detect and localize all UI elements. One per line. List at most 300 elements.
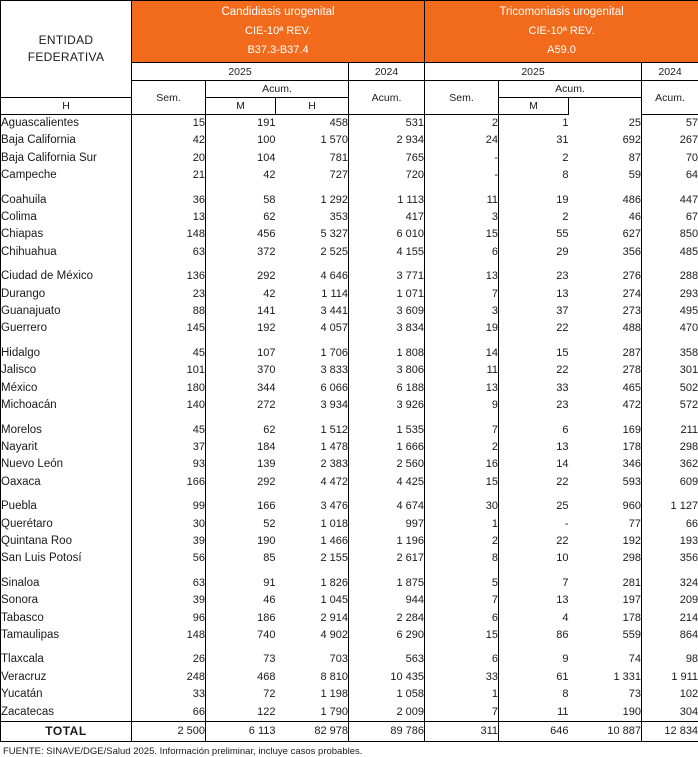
- disease-header-tricomoniasis: [425, 1, 698, 63]
- cell-tricomoniasis-acum-prev: 211: [642, 415, 698, 439]
- cell-tricomoniasis-h: 13: [499, 439, 569, 456]
- total-tricomoniasis-sem: 311: [425, 722, 499, 742]
- cell-tricomoniasis-sem: 13: [425, 261, 499, 285]
- cell-candidiasis-sem: 145: [132, 320, 206, 337]
- cell-candidiasis-sem: 20: [132, 150, 206, 167]
- cell-tricomoniasis-acum-prev: 209: [642, 592, 698, 609]
- cell-entity: Chiapas: [1, 226, 132, 243]
- cell-candidiasis-m: 2 383: [276, 456, 349, 473]
- disease-code: A59.0: [425, 41, 698, 60]
- cell-tricomoniasis-sem: 24: [425, 132, 499, 149]
- table-row: [1, 362, 698, 379]
- cell-candidiasis-h: 344: [206, 380, 276, 397]
- table-row: [1, 627, 698, 644]
- cell-tricomoniasis-acum-prev: 502: [642, 380, 698, 397]
- cell-tricomoniasis-acum-prev: 288: [642, 261, 698, 285]
- table-row: [1, 439, 698, 456]
- total-tricomoniasis-acum-prev: 12 834: [642, 722, 698, 742]
- cell-candidiasis-h: 62: [206, 415, 276, 439]
- cell-candidiasis-sem: 166: [132, 474, 206, 491]
- table-row: [1, 115, 698, 133]
- cell-candidiasis-sem: 56: [132, 550, 206, 567]
- cell-tricomoniasis-h: 22: [499, 474, 569, 491]
- disease-header-candidiasis: [132, 1, 425, 63]
- table-row: [1, 516, 698, 533]
- table-row: [1, 397, 698, 414]
- cell-tricomoniasis-m: 46: [569, 209, 642, 226]
- cell-tricomoniasis-m: 486: [569, 185, 642, 209]
- cell-candidiasis-h: 740: [206, 627, 276, 644]
- cell-candidiasis-h: 72: [206, 686, 276, 703]
- cell-candidiasis-sem: 13: [132, 209, 206, 226]
- cell-tricomoniasis-acum-prev: 304: [642, 704, 698, 722]
- cell-candidiasis-acum-prev: 4 674: [349, 491, 425, 515]
- cell-candidiasis-m: 1 018: [276, 516, 349, 533]
- cell-tricomoniasis-acum-prev: 298: [642, 439, 698, 456]
- cell-tricomoniasis-acum-prev: 193: [642, 533, 698, 550]
- col-candidiasis-h: H: [1, 98, 132, 115]
- cell-candidiasis-h: 122: [206, 704, 276, 722]
- cell-candidiasis-m: 4 646: [276, 261, 349, 285]
- cell-candidiasis-sem: 93: [132, 456, 206, 473]
- cell-entity: México: [1, 380, 132, 397]
- cell-entity: Ciudad de México: [1, 261, 132, 285]
- cell-candidiasis-sem: 45: [132, 338, 206, 362]
- cell-candidiasis-m: 1 114: [276, 286, 349, 303]
- cell-candidiasis-h: 85: [206, 550, 276, 567]
- cell-candidiasis-m: 1 706: [276, 338, 349, 362]
- cell-tricomoniasis-acum-prev: 214: [642, 610, 698, 627]
- cell-candidiasis-m: 353: [276, 209, 349, 226]
- cell-tricomoniasis-m: 281: [569, 568, 642, 592]
- table-row: [1, 592, 698, 609]
- total-row: [1, 722, 698, 742]
- cell-candidiasis-h: 184: [206, 439, 276, 456]
- cell-tricomoniasis-sem: 19: [425, 320, 499, 337]
- cell-candidiasis-acum-prev: 1 666: [349, 439, 425, 456]
- cell-candidiasis-h: 192: [206, 320, 276, 337]
- cell-candidiasis-acum-prev: 1 875: [349, 568, 425, 592]
- cell-candidiasis-sem: 248: [132, 669, 206, 686]
- col-tricomoniasis-acum-prev: Acum.: [642, 81, 698, 115]
- cell-tricomoniasis-sem: 3: [425, 303, 499, 320]
- cell-candidiasis-sem: 23: [132, 286, 206, 303]
- cell-candidiasis-m: 703: [276, 644, 349, 668]
- disease-name: Candidiasis urogenital: [132, 3, 424, 22]
- cell-tricomoniasis-m: 346: [569, 456, 642, 473]
- cell-candidiasis-m: 1 826: [276, 568, 349, 592]
- col-tricomoniasis-sem: Sem.: [425, 81, 499, 115]
- cell-tricomoniasis-sem: 6: [425, 644, 499, 668]
- cell-candidiasis-acum-prev: 1 058: [349, 686, 425, 703]
- year-header-candidiasis-2025: 2025: [132, 63, 349, 81]
- cell-candidiasis-h: 272: [206, 397, 276, 414]
- cell-tricomoniasis-acum-prev: 609: [642, 474, 698, 491]
- cell-candidiasis-m: 727: [276, 167, 349, 184]
- cell-tricomoniasis-h: 22: [499, 533, 569, 550]
- cell-tricomoniasis-m: 59: [569, 167, 642, 184]
- cell-tricomoniasis-acum-prev: 572: [642, 397, 698, 414]
- cell-tricomoniasis-m: 192: [569, 533, 642, 550]
- total-candidiasis-sem: 2 500: [132, 722, 206, 742]
- col-candidiasis-m: M: [206, 98, 276, 115]
- cell-candidiasis-acum-prev: 3 609: [349, 303, 425, 320]
- cell-tricomoniasis-m: 465: [569, 380, 642, 397]
- total-candidiasis-m: 82 978: [276, 722, 349, 742]
- cell-entity: Coahuila: [1, 185, 132, 209]
- cell-candidiasis-sem: 36: [132, 185, 206, 209]
- col-candidiasis-acum-prev: Acum.: [349, 81, 425, 115]
- table-row: [1, 533, 698, 550]
- total-tricomoniasis-h: 646: [499, 722, 569, 742]
- cell-candidiasis-h: 46: [206, 592, 276, 609]
- header-row-disease: [1, 1, 698, 63]
- cell-tricomoniasis-m: 559: [569, 627, 642, 644]
- cell-candidiasis-m: 1 570: [276, 132, 349, 149]
- cell-candidiasis-m: 1 466: [276, 533, 349, 550]
- cell-entity: Quintana Roo: [1, 533, 132, 550]
- cell-tricomoniasis-sem: 1: [425, 686, 499, 703]
- cell-candidiasis-h: 166: [206, 491, 276, 515]
- cell-entity: Aguascalientes: [1, 115, 132, 133]
- cell-candidiasis-m: 1 198: [276, 686, 349, 703]
- cell-tricomoniasis-m: 178: [569, 439, 642, 456]
- cell-candidiasis-acum-prev: 1 113: [349, 185, 425, 209]
- table-row: [1, 261, 698, 285]
- cell-tricomoniasis-sem: 6: [425, 244, 499, 261]
- cell-tricomoniasis-m: 960: [569, 491, 642, 515]
- cell-candidiasis-sem: 30: [132, 516, 206, 533]
- cell-candidiasis-acum-prev: 3 771: [349, 261, 425, 285]
- cell-tricomoniasis-m: 273: [569, 303, 642, 320]
- cell-tricomoniasis-h: 33: [499, 380, 569, 397]
- cell-tricomoniasis-sem: 2: [425, 439, 499, 456]
- cell-candidiasis-acum-prev: 531: [349, 115, 425, 133]
- cell-candidiasis-m: 2 155: [276, 550, 349, 567]
- source-note: FUENTE: SINAVE/DGE/Salud 2025. Información preliminar, incluye casos probables.: [0, 742, 698, 757]
- cell-tricomoniasis-h: 7: [499, 568, 569, 592]
- cell-tricomoniasis-sem: 11: [425, 362, 499, 379]
- cell-candidiasis-m: 6 066: [276, 380, 349, 397]
- cell-tricomoniasis-m: 488: [569, 320, 642, 337]
- table-row: [1, 167, 698, 184]
- cell-candidiasis-h: 186: [206, 610, 276, 627]
- cell-tricomoniasis-h: 15: [499, 338, 569, 362]
- cell-entity: Guanajuato: [1, 303, 132, 320]
- cell-entity: Durango: [1, 286, 132, 303]
- table-row: [1, 704, 698, 722]
- cell-tricomoniasis-h: 2: [499, 150, 569, 167]
- cell-tricomoniasis-sem: 2: [425, 533, 499, 550]
- cell-entity: Morelos: [1, 415, 132, 439]
- cell-entity: Jalisco: [1, 362, 132, 379]
- cell-tricomoniasis-acum-prev: 447: [642, 185, 698, 209]
- cell-tricomoniasis-acum-prev: 267: [642, 132, 698, 149]
- table-row: [1, 415, 698, 439]
- cell-candidiasis-acum-prev: 720: [349, 167, 425, 184]
- cell-entity: Yucatán: [1, 686, 132, 703]
- cell-candidiasis-m: 3 441: [276, 303, 349, 320]
- cell-candidiasis-acum-prev: 10 435: [349, 669, 425, 686]
- cell-candidiasis-sem: 45: [132, 415, 206, 439]
- cell-tricomoniasis-sem: 15: [425, 226, 499, 243]
- cell-candidiasis-h: 190: [206, 533, 276, 550]
- cell-tricomoniasis-sem: 16: [425, 456, 499, 473]
- cell-candidiasis-h: 104: [206, 150, 276, 167]
- table-row: [1, 320, 698, 337]
- cell-tricomoniasis-h: 22: [499, 320, 569, 337]
- cell-candidiasis-acum-prev: 3 926: [349, 397, 425, 414]
- cell-tricomoniasis-h: 2: [499, 209, 569, 226]
- cell-entity: Veracruz: [1, 669, 132, 686]
- cell-tricomoniasis-acum-prev: 470: [642, 320, 698, 337]
- table-row: [1, 644, 698, 668]
- cell-candidiasis-sem: 63: [132, 244, 206, 261]
- cell-candidiasis-acum-prev: 2 284: [349, 610, 425, 627]
- cell-candidiasis-sem: 148: [132, 627, 206, 644]
- cell-tricomoniasis-m: 73: [569, 686, 642, 703]
- cell-candidiasis-sem: 96: [132, 610, 206, 627]
- cell-tricomoniasis-h: 22: [499, 362, 569, 379]
- cell-candidiasis-acum-prev: 6 188: [349, 380, 425, 397]
- cell-candidiasis-acum-prev: 1 808: [349, 338, 425, 362]
- table-row: [1, 491, 698, 515]
- cell-candidiasis-h: 372: [206, 244, 276, 261]
- cell-tricomoniasis-h: 8: [499, 167, 569, 184]
- cell-candidiasis-acum-prev: 2 560: [349, 456, 425, 473]
- cell-candidiasis-h: 370: [206, 362, 276, 379]
- cell-candidiasis-sem: 26: [132, 644, 206, 668]
- cell-candidiasis-m: 4 057: [276, 320, 349, 337]
- cell-candidiasis-m: 8 810: [276, 669, 349, 686]
- cell-tricomoniasis-m: 25: [569, 115, 642, 133]
- cell-tricomoniasis-acum-prev: 1 911: [642, 669, 698, 686]
- cell-tricomoniasis-m: 276: [569, 261, 642, 285]
- cell-candidiasis-h: 52: [206, 516, 276, 533]
- cell-candidiasis-acum-prev: 1 535: [349, 415, 425, 439]
- cell-tricomoniasis-acum-prev: 66: [642, 516, 698, 533]
- cell-tricomoniasis-h: 4: [499, 610, 569, 627]
- cell-entity: Zacatecas: [1, 704, 132, 722]
- entity-header-line1: ENTIDAD: [1, 32, 131, 49]
- cell-candidiasis-m: 3 833: [276, 362, 349, 379]
- cell-candidiasis-sem: 140: [132, 397, 206, 414]
- cell-tricomoniasis-m: 178: [569, 610, 642, 627]
- cell-candidiasis-h: 73: [206, 644, 276, 668]
- cell-candidiasis-sem: 42: [132, 132, 206, 149]
- cell-candidiasis-acum-prev: 417: [349, 209, 425, 226]
- cell-candidiasis-sem: 63: [132, 568, 206, 592]
- cell-tricomoniasis-m: 593: [569, 474, 642, 491]
- cell-candidiasis-m: 1 292: [276, 185, 349, 209]
- cell-candidiasis-acum-prev: 3 834: [349, 320, 425, 337]
- cell-candidiasis-sem: 21: [132, 167, 206, 184]
- total-tricomoniasis-m: 10 887: [569, 722, 642, 742]
- disease-classification: CIE-10ª REV.: [132, 22, 424, 41]
- cell-tricomoniasis-sem: 5: [425, 568, 499, 592]
- disease-code: B37.3-B37.4: [132, 41, 424, 60]
- table-row: [1, 244, 698, 261]
- cell-tricomoniasis-acum-prev: 485: [642, 244, 698, 261]
- cell-candidiasis-acum-prev: 3 806: [349, 362, 425, 379]
- cell-entity: Tlaxcala: [1, 644, 132, 668]
- cell-tricomoniasis-h: 13: [499, 286, 569, 303]
- cell-entity: Chihuahua: [1, 244, 132, 261]
- cell-candidiasis-acum-prev: 563: [349, 644, 425, 668]
- total-label: TOTAL: [1, 722, 132, 742]
- cell-tricomoniasis-acum-prev: 70: [642, 150, 698, 167]
- cell-tricomoniasis-h: 9: [499, 644, 569, 668]
- disease-classification: CIE-10ª REV.: [425, 22, 698, 41]
- table-row: [1, 686, 698, 703]
- table-row: [1, 380, 698, 397]
- cell-candidiasis-m: 1 045: [276, 592, 349, 609]
- cell-candidiasis-sem: 101: [132, 362, 206, 379]
- cell-tricomoniasis-acum-prev: 64: [642, 167, 698, 184]
- cell-candidiasis-acum-prev: 2 617: [349, 550, 425, 567]
- cell-tricomoniasis-sem: 3: [425, 209, 499, 226]
- cell-tricomoniasis-sem: 1: [425, 516, 499, 533]
- cell-tricomoniasis-acum-prev: 98: [642, 644, 698, 668]
- cell-entity: Sonora: [1, 592, 132, 609]
- cell-entity: Baja California Sur: [1, 150, 132, 167]
- col-tricomoniasis-acum-group: Acum.: [499, 81, 642, 98]
- cell-tricomoniasis-h: 61: [499, 669, 569, 686]
- cell-tricomoniasis-m: 197: [569, 592, 642, 609]
- cell-tricomoniasis-h: -: [499, 516, 569, 533]
- cell-tricomoniasis-sem: 2: [425, 115, 499, 133]
- cell-candidiasis-m: 3 934: [276, 397, 349, 414]
- cell-tricomoniasis-sem: 30: [425, 491, 499, 515]
- cell-tricomoniasis-m: 278: [569, 362, 642, 379]
- cell-candidiasis-h: 141: [206, 303, 276, 320]
- cell-tricomoniasis-h: 19: [499, 185, 569, 209]
- cell-candidiasis-acum-prev: 2 009: [349, 704, 425, 722]
- entity-header-line2: FEDERATIVA: [1, 49, 131, 66]
- table-row: [1, 209, 698, 226]
- cell-tricomoniasis-m: 627: [569, 226, 642, 243]
- cell-candidiasis-m: 458: [276, 115, 349, 133]
- cell-tricomoniasis-acum-prev: 324: [642, 568, 698, 592]
- cell-candidiasis-sem: 39: [132, 533, 206, 550]
- cell-tricomoniasis-acum-prev: 864: [642, 627, 698, 644]
- table-row: [1, 568, 698, 592]
- cell-tricomoniasis-acum-prev: 356: [642, 550, 698, 567]
- cell-tricomoniasis-h: 23: [499, 397, 569, 414]
- total-candidiasis-h: 6 113: [206, 722, 276, 742]
- table-row: [1, 338, 698, 362]
- cell-tricomoniasis-sem: 11: [425, 185, 499, 209]
- cell-tricomoniasis-acum-prev: 102: [642, 686, 698, 703]
- cell-tricomoniasis-h: 10: [499, 550, 569, 567]
- cell-candidiasis-m: 1 790: [276, 704, 349, 722]
- cell-candidiasis-m: 4 902: [276, 627, 349, 644]
- cell-tricomoniasis-sem: 15: [425, 474, 499, 491]
- col-candidiasis-sem: Sem.: [132, 81, 206, 115]
- cell-tricomoniasis-m: 692: [569, 132, 642, 149]
- table-header: [1, 1, 698, 115]
- cell-entity: Baja California: [1, 132, 132, 149]
- year-header-candidiasis-2024: 2024: [349, 63, 425, 81]
- cell-candidiasis-sem: 88: [132, 303, 206, 320]
- cell-candidiasis-acum-prev: 2 934: [349, 132, 425, 149]
- col-tricomoniasis-m: M: [499, 98, 569, 115]
- cell-tricomoniasis-sem: 7: [425, 592, 499, 609]
- cell-tricomoniasis-m: 87: [569, 150, 642, 167]
- cell-tricomoniasis-h: 6: [499, 415, 569, 439]
- cell-entity: Nuevo León: [1, 456, 132, 473]
- cell-tricomoniasis-m: 190: [569, 704, 642, 722]
- cell-tricomoniasis-acum-prev: 358: [642, 338, 698, 362]
- year-header-tricomoniasis-2024: 2024: [642, 63, 698, 81]
- cell-candidiasis-m: 4 472: [276, 474, 349, 491]
- cell-candidiasis-sem: 15: [132, 115, 206, 133]
- cell-candidiasis-m: 1 478: [276, 439, 349, 456]
- year-header-tricomoniasis-2025: 2025: [425, 63, 642, 81]
- cell-tricomoniasis-sem: 33: [425, 669, 499, 686]
- cell-tricomoniasis-acum-prev: 57: [642, 115, 698, 133]
- cell-tricomoniasis-m: 472: [569, 397, 642, 414]
- cell-tricomoniasis-acum-prev: 362: [642, 456, 698, 473]
- cell-candidiasis-h: 42: [206, 286, 276, 303]
- cell-candidiasis-m: 2 914: [276, 610, 349, 627]
- col-candidiasis-acum-group: Acum.: [206, 81, 349, 98]
- cell-candidiasis-sem: 37: [132, 439, 206, 456]
- cell-entity: Querétaro: [1, 516, 132, 533]
- cell-candidiasis-acum-prev: 997: [349, 516, 425, 533]
- cell-candidiasis-m: 2 525: [276, 244, 349, 261]
- cell-candidiasis-m: 5 327: [276, 226, 349, 243]
- cell-candidiasis-h: 107: [206, 338, 276, 362]
- col-tricomoniasis-h: H: [276, 98, 349, 115]
- cell-tricomoniasis-sem: -: [425, 150, 499, 167]
- cell-tricomoniasis-sem: 14: [425, 338, 499, 362]
- table-row: [1, 303, 698, 320]
- cell-entity: Tabasco: [1, 610, 132, 627]
- cell-candidiasis-acum-prev: 1 071: [349, 286, 425, 303]
- cell-candidiasis-m: 1 512: [276, 415, 349, 439]
- cell-candidiasis-h: 91: [206, 568, 276, 592]
- cell-tricomoniasis-m: 169: [569, 415, 642, 439]
- cell-tricomoniasis-acum-prev: 495: [642, 303, 698, 320]
- cell-entity: Hidalgo: [1, 338, 132, 362]
- total-candidiasis-acum-prev: 89 786: [349, 722, 425, 742]
- cell-candidiasis-sem: 39: [132, 592, 206, 609]
- cell-candidiasis-h: 58: [206, 185, 276, 209]
- table-row: [1, 610, 698, 627]
- cell-tricomoniasis-h: 8: [499, 686, 569, 703]
- cell-tricomoniasis-h: 25: [499, 491, 569, 515]
- cell-tricomoniasis-sem: 7: [425, 286, 499, 303]
- cell-tricomoniasis-sem: 6: [425, 610, 499, 627]
- table-row: [1, 185, 698, 209]
- cell-tricomoniasis-m: 74: [569, 644, 642, 668]
- cell-tricomoniasis-m: 287: [569, 338, 642, 362]
- entity-header-cell: [1, 1, 132, 98]
- cell-tricomoniasis-sem: 13: [425, 380, 499, 397]
- cell-entity: Nayarit: [1, 439, 132, 456]
- cell-tricomoniasis-sem: -: [425, 167, 499, 184]
- cell-tricomoniasis-h: 29: [499, 244, 569, 261]
- cell-entity: Campeche: [1, 167, 132, 184]
- table-row: [1, 150, 698, 167]
- cell-entity: Guerrero: [1, 320, 132, 337]
- cell-tricomoniasis-h: 1: [499, 115, 569, 133]
- cell-candidiasis-sem: 66: [132, 704, 206, 722]
- cell-candidiasis-h: 456: [206, 226, 276, 243]
- cell-tricomoniasis-acum-prev: 301: [642, 362, 698, 379]
- cell-candidiasis-acum-prev: 1 196: [349, 533, 425, 550]
